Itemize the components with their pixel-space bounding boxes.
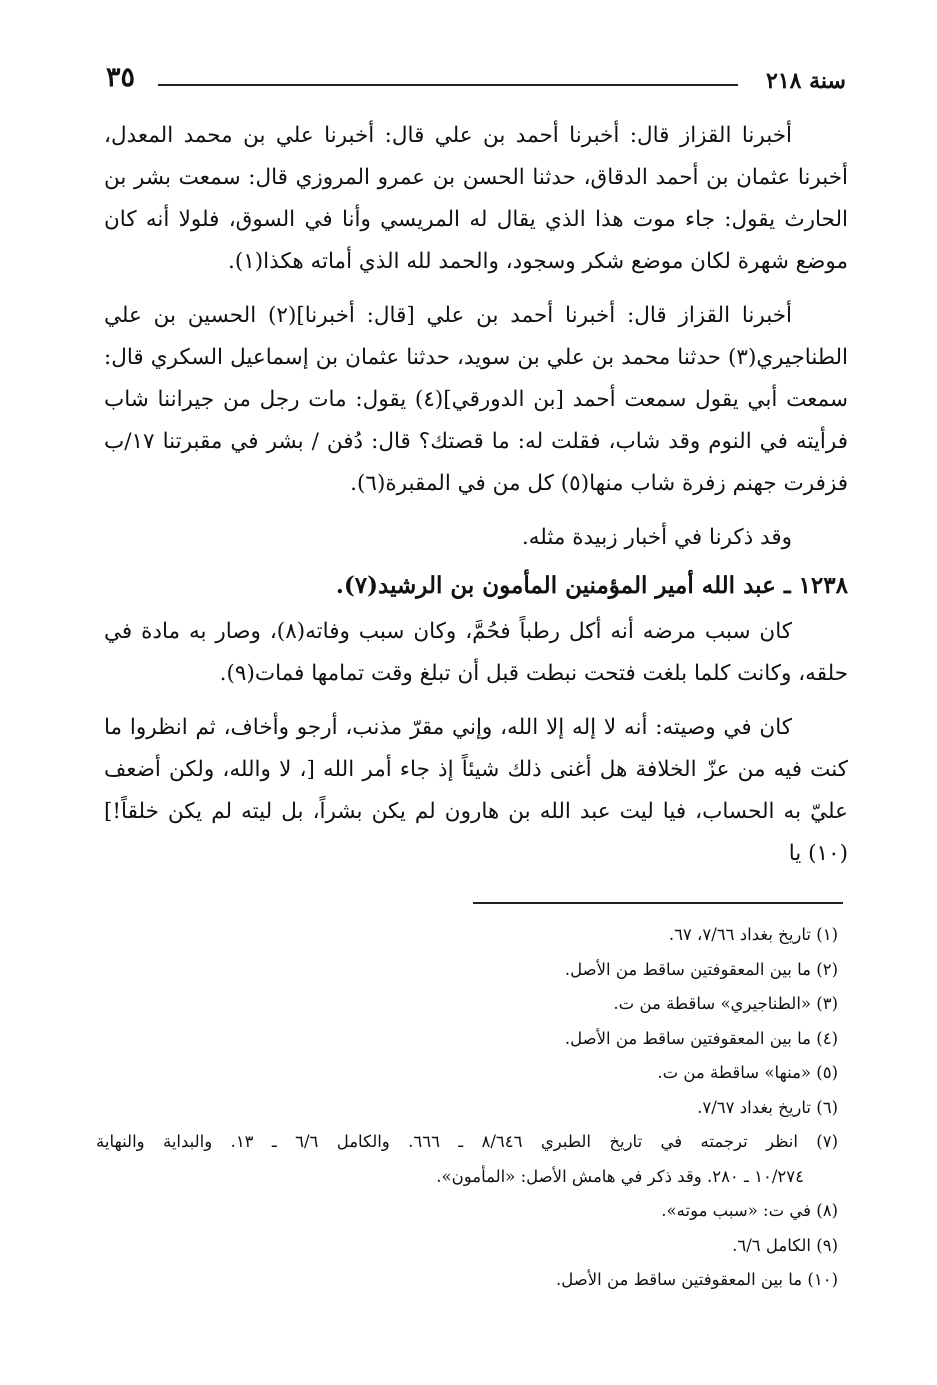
paragraph-5: كان في وصيته: أنه لا إله إلا الله، وإني مقرّ مذنب، أرجو وأخاف، ثم انظروا ما كنت فيه من عزّ الخلافة هل أغنى ذلك شيئاً إذ جاء أمر الله [، لا والله، ولكن أضعف عليّ به الحساب، فيا ليت عبد الله بن هارون لم يكن بشراً، بل ليته لم يكن خلقاً!](١٠) يا bbox=[104, 715, 848, 866]
footnotes bbox=[96, 918, 838, 1298]
footnote-7-continued: ١٠/٢٧٤ ـ ٢٨٠. وقد ذكر في هامش الأصل: «المأمون». bbox=[436, 1166, 804, 1186]
page-number: ٣٥ bbox=[106, 62, 136, 93]
footnote-7: (٧) انظر ترجمته في تاريخ الطبري ٨/٦٤٦ ـ ٦٦٦. والكامل ٦/٦ ـ ١٣. والبداية والنهاية bbox=[96, 1132, 838, 1151]
footnote-8: (٨) في ت: «سبب موته». bbox=[661, 1201, 838, 1220]
footnote-10: (١٠) ما بين المعقوفتين ساقط من الأصل. bbox=[555, 1270, 838, 1289]
footnote-1: (١) تاريخ بغداد ٧/٦٦، ٦٧. bbox=[668, 925, 838, 944]
header-year-label: سنة ٢١٨ bbox=[766, 68, 846, 94]
footnote-2: (٢) ما بين المعقوفتين ساقط من الأصل. bbox=[564, 959, 838, 979]
paragraph-3: وقد ذكرنا في أخبار زبيدة مثله. bbox=[521, 525, 792, 550]
footnote-9: (٩) الكامل ٦/٦. bbox=[732, 1235, 838, 1255]
entry-heading: ١٢٣٨ ـ عبد الله أمير المؤمنين المأمون بن الرشيد(٧). bbox=[335, 572, 848, 599]
footnote-3: (٣) «الطناجيري» ساقطة من ت. bbox=[613, 994, 838, 1013]
running-header bbox=[106, 62, 846, 98]
footnote-5: (٥) «منها» ساقطة من ت. bbox=[657, 1063, 838, 1082]
footnote-separator bbox=[473, 902, 843, 904]
paragraph-2: أخبرنا القزاز قال: أخبرنا أحمد بن علي [قال: أخبرنا](٢) الحسين بن علي الطناجيري(٣) حدثنا محمد بن علي بن سويد، حدثنا عثمان بن إسماعيل السكري قال: سمعت أبي يقول سمعت أحمد [بن الدورقي](٤) يقول: مات رجل من جيراننا شاب فرأيته في النوم وقد شاب، فقلت له: ما قصتك؟ قال: دُفن / بشر في مقبرتنا ١٧/ب فزفرت جهنم زفرة شاب منها(٥) كل من في المقبرة(٦). bbox=[104, 303, 848, 496]
paragraph-1: أخبرنا القزاز قال: أخبرنا أحمد بن علي قال: أخبرنا علي بن محمد المعدل، أخبرنا عثمان بن أحمد الدقاق، حدثنا الحسن بن عمرو المروزي قال: سمعت بشر بن الحارث يقول: جاء موت هذا الذي يقال له المريسي وأنا في السوق، فلولا أنه كان موضع شهرة لكان موضع شكر وسجود، والحمد لله الذي أماته هكذا(١). bbox=[104, 123, 848, 274]
header-rule bbox=[158, 84, 738, 86]
paragraph-4: كان سبب مرضه أنه أكل رطباً فحُمَّ، وكان سبب وفاته(٨)، وصار به مادة في حلقه، وكانت كلما بلغت فتحت نبطت قبل أن تبلغ وقت تمامها فمات(٩). bbox=[104, 619, 848, 686]
footnote-4: (٤) ما بين المعقوفتين ساقط من الأصل. bbox=[564, 1028, 838, 1048]
footnote-6: (٦) تاريخ بغداد ٧/٦٧. bbox=[697, 1097, 838, 1117]
main-text bbox=[104, 115, 848, 875]
